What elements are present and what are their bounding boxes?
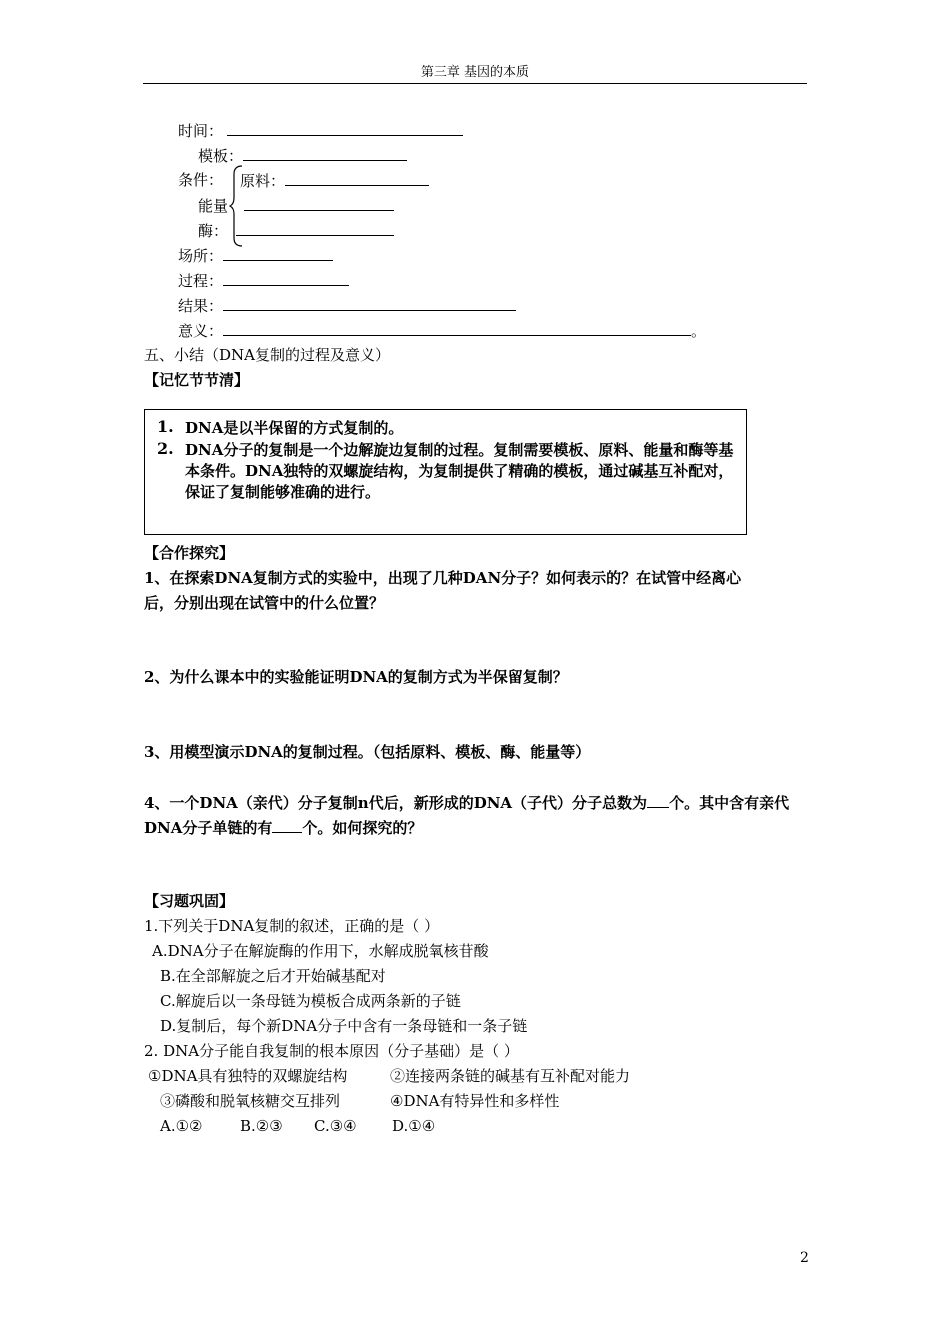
time-blank [227,120,463,136]
memory-item-number: 2. [157,439,174,458]
process-blank [223,270,349,286]
cooperative-question-1-cont: 后，分别出现在试管中的什么位置？ [144,594,385,612]
header-rule [143,83,807,84]
question-4-text: 4、一个DNA（亲代）分子复制n代后，新形成的DNA（子代）分子总数为 [144,794,648,812]
exercise-2-option-c: C.③④ [314,1117,357,1135]
cooperative-question-4 [144,792,789,813]
process-row [178,270,349,291]
energy-label: 能量 [198,197,229,215]
result-label: 结果： [178,297,224,315]
place-label: 场所： [178,247,224,265]
raw-material-blank [285,170,429,186]
exercises-heading: 【习题巩固】 [144,892,235,910]
exercise-2-option-b: B.②③ [240,1117,283,1135]
question-4-text: 个。如何探究的？ [302,819,423,837]
time-row [178,120,463,141]
enzyme-row [198,220,394,241]
meaning-label: 意义： [178,322,224,340]
result-blank [223,295,516,311]
cooperative-question-4-cont [144,817,422,838]
exercise-2-option-d: D.①④ [392,1117,436,1135]
exercise-question-1: 1.下列关于DNA复制的叙述，正确的是（ ） [144,917,440,935]
conditions-brace-icon [229,165,243,247]
template-row [198,145,407,166]
memory-heading: 【记忆节节清】 [144,371,250,389]
meaning-blank [223,320,691,336]
cooperative-heading: 【合作探究】 [144,544,235,562]
enzyme-blank [236,220,394,236]
exercise-2-statement-2: ②连接两条链的碱基有互补配对能力 [390,1067,631,1085]
exercise-2-statement-3: ③磷酸和脱氧核糖交互排列 [160,1092,341,1110]
place-row [178,245,333,266]
page-header-title: 第三章 基因的本质 [420,65,530,80]
exercise-question-2: 2. DNA分子能自我复制的根本原因（分子基础）是（ ） [144,1042,519,1060]
cooperative-question-1: 1、在探索DNA复制方式的实验中，出现了几种DAN分子？如何表示的？在试管中经离心 [144,569,742,587]
conditions-label: 条件： [178,171,224,189]
memory-item-text: DNA是以半保留的方式复制的。 [185,419,404,437]
memory-box [144,409,747,535]
exercise-2-statement-1: ①DNA具有独特的双螺旋结构 [148,1067,348,1085]
template-blank [243,145,407,161]
energy-blank [244,195,394,211]
memory-item-number: 1. [157,417,174,436]
raw-material-row [240,170,429,191]
place-blank [223,245,333,261]
cooperative-question-2: 2、为什么课本中的实验能证明DNA的复制方式为半保留复制？ [144,668,568,686]
question-4-text: 个。其中含有亲代 [669,794,790,812]
energy-row [198,195,394,216]
summary-heading: 五、小结（DNA复制的过程及意义） [144,346,390,364]
memory-item-text: DNA分子的复制是一个边解旋边复制的过程。复制需要模板、原料、能量和酶等基本条件。DNA独特的双螺旋结构，为复制提供了精确的模板，通过碱基互补配对，保证了复制能够准确的进行。 [185,441,734,501]
exercise-1-option-d: D.复制后，每个新DNA分子中含有一条母链和一条子链 [160,1017,528,1035]
enzyme-label: 酶： [198,222,229,240]
answer-blank [647,792,669,808]
exercise-2-option-a: A.①② [160,1117,203,1135]
exercise-1-option-a: A.DNA分子在解旋酶的作用下，水解成脱氧核苷酸 [152,942,489,960]
exercise-2-statement-4: ④DNA有特异性和多样性 [390,1092,560,1110]
cooperative-question-3: 3、用模型演示DNA的复制过程。（包括原料、模板、酶、能量等） [144,743,591,761]
meaning-row [178,320,706,341]
result-row [178,295,516,316]
process-label: 过程： [178,272,224,290]
page-number: 2 [800,1250,809,1266]
meaning-end: 。 [691,322,707,340]
raw-material-label: 原料： [240,172,286,190]
time-label: 时间： [178,122,224,140]
template-label: 模板： [198,147,244,165]
exercise-1-option-c: C.解旋后以一条母链为模板合成两条新的子链 [160,992,461,1010]
exercise-1-option-b: B.在全部解旋之后才开始碱基配对 [160,967,386,985]
question-4-text: DNA分子单链的有 [144,819,273,837]
answer-blank [272,817,302,833]
